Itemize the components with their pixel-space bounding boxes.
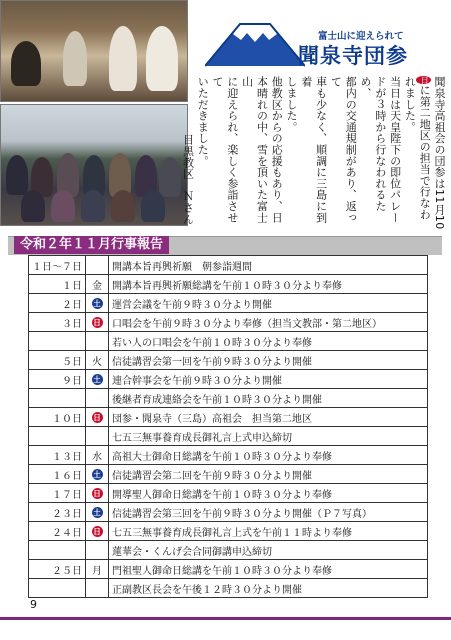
article-line: 日に第二地区の担当で行なわ [418, 76, 432, 220]
schedule-date: １３日 [29, 446, 86, 465]
page-number: 9 [30, 598, 37, 611]
schedule-event: 若い人の口唱会を午前１０時３０分より奉修 [109, 332, 428, 351]
article-line: に迎えられ、楽しく参詣させて [211, 76, 239, 223]
schedule-weekday: 金 [86, 275, 109, 294]
headline-subtitle: 富士山に迎えられて [318, 31, 404, 42]
schedule-weekday [86, 370, 109, 389]
schedule-weekday: 水 [86, 446, 109, 465]
article-line: 聞泉寺高祖会の団参は11月10 [433, 76, 446, 230]
schedule-event: 門祖聖人御命日総講を午前１０時３０分より奉修 [109, 560, 428, 579]
schedule-date: １０日 [29, 408, 86, 427]
schedule-row [29, 503, 428, 522]
schedule-row [29, 427, 428, 446]
schedule-event: 口唱会を午前９時３０分より奉修（担当文教部・第二地区） [109, 313, 428, 332]
schedule-row [29, 256, 428, 275]
schedule-event: 団参・聞泉寺（三島）高祖会 担当第二地区 [109, 408, 428, 427]
schedule-date: ５日 [29, 351, 86, 370]
article-line: 他教区からの応援もあり、日 [270, 76, 284, 223]
schedule-date: ２３日 [29, 503, 86, 522]
schedule-weekday [86, 294, 109, 313]
sunday-marker: 日 [93, 317, 101, 327]
sunday-marker: 日 [93, 526, 101, 536]
article-line: 本晴れの中、雪を頂いた富士山 [240, 76, 269, 223]
article-line: 当日は天皇陛下の即位パレー [388, 76, 402, 223]
schedule-event: 正副教区長会を午後１２時３０分より開催 [109, 579, 428, 598]
schedule-event: 七五三無事養育成長御礼言上式申込締切 [109, 427, 428, 446]
schedule-row [29, 560, 428, 579]
schedule-date: １日～７日 [29, 256, 86, 275]
article-line: 都内の交通規制があり、返って [329, 76, 358, 223]
schedule-row [29, 446, 428, 465]
article-signature: 目黒教区 Ｎさん [181, 134, 195, 225]
schedule-weekday [86, 408, 109, 427]
schedule-row [29, 370, 428, 389]
saturday-marker: 土 [93, 298, 101, 308]
schedule-date [29, 389, 86, 408]
schedule-weekday [86, 427, 109, 446]
schedule-event: 開講本旨再興祈願 朝参詣週間 [109, 256, 428, 275]
schedule-date [29, 541, 86, 560]
schedule-weekday [86, 484, 109, 503]
schedule-weekday [86, 579, 109, 598]
schedule-row [29, 465, 428, 484]
schedule-event: 開講本旨再興祈願総講を午前１０時３０分より奉修 [109, 275, 428, 294]
schedule-date [29, 332, 86, 351]
schedule-row [29, 522, 428, 541]
saturday-marker: 土 [93, 374, 101, 384]
schedule-weekday [86, 389, 109, 408]
schedule-date [29, 427, 86, 446]
schedule-row [29, 484, 428, 503]
schedule-weekday [86, 503, 109, 522]
schedule-weekday [86, 313, 109, 332]
schedule-event: 信徒講習会第三回を午前９時３０分より開催（Ｐ７写真） [109, 503, 428, 522]
headline-title: 聞泉寺団参 [298, 44, 408, 68]
schedule-event: 信徒講習会第二回を午前９時３０分より開催 [109, 465, 428, 484]
schedule-row [29, 294, 428, 313]
schedule-date [29, 579, 86, 598]
schedule-date: １日 [29, 275, 86, 294]
schedule-row [29, 389, 428, 408]
sunday-marker: 日 [93, 488, 101, 498]
article-body [181, 76, 446, 232]
schedule-row [29, 332, 428, 351]
schedule-date: ２日 [29, 294, 86, 313]
ceremony-photo [0, 0, 188, 102]
schedule-table [28, 255, 428, 598]
section-title: 令和２年１１月行事報告 [14, 236, 169, 254]
schedule-weekday [86, 541, 109, 560]
saturday-marker: 土 [93, 507, 101, 517]
footer-rule [0, 617, 451, 620]
sunday-marker: 日 [93, 412, 101, 422]
article-line: れました。 [403, 76, 417, 133]
saturday-marker: 土 [93, 469, 101, 479]
sunday-marker: 日 [416, 76, 431, 84]
schedule-row [29, 275, 428, 294]
schedule-event: 後継者育成連絡会を午前１０時３０分より開催 [109, 389, 428, 408]
article-line: 車も少なく、順調に三島に到着 [299, 76, 328, 223]
schedule-weekday [86, 256, 109, 275]
schedule-row [29, 541, 428, 560]
schedule-weekday: 火 [86, 351, 109, 370]
schedule-date: ９日 [29, 370, 86, 389]
schedule-event: 七五三無事養育成長御礼言上式を午前１１時より奉修 [109, 522, 428, 541]
schedule-weekday [86, 332, 109, 351]
schedule-event: 運営会議を午前９時３０分より開催 [109, 294, 428, 313]
schedule-event: 高祖大士御命日総講を午前１０時３０分より奉修 [109, 446, 428, 465]
schedule-date: １７日 [29, 484, 86, 503]
article-line: しました。 [285, 76, 299, 133]
schedule-row [29, 579, 428, 598]
article-line: ドが３時から行なわれるため、 [359, 76, 387, 212]
schedule-event: 信徒講習会第一回を午前９時３０分より開催 [109, 351, 428, 370]
schedule-row [29, 351, 428, 370]
schedule-date: ２４日 [29, 522, 86, 541]
schedule-date: １６日 [29, 465, 86, 484]
schedule-weekday [86, 465, 109, 484]
schedule-date: ２５日 [29, 560, 86, 579]
schedule-row [29, 313, 428, 332]
mount-fuji-icon [205, 18, 305, 68]
schedule-weekday [86, 522, 109, 541]
schedule-weekday: 月 [86, 560, 109, 579]
schedule-row [29, 408, 428, 427]
article-line: いただきました。 [196, 76, 210, 167]
schedule-date: ３日 [29, 313, 86, 332]
schedule-event: 蓮華会・くんげ会合同御講申込締切 [109, 541, 428, 560]
schedule-event: 連合幹事会を午前９時３０分より開催 [109, 370, 428, 389]
schedule-event: 開導聖人御命日総講を午前１０時３０分より奉修 [109, 484, 428, 503]
group-photo [0, 104, 188, 226]
